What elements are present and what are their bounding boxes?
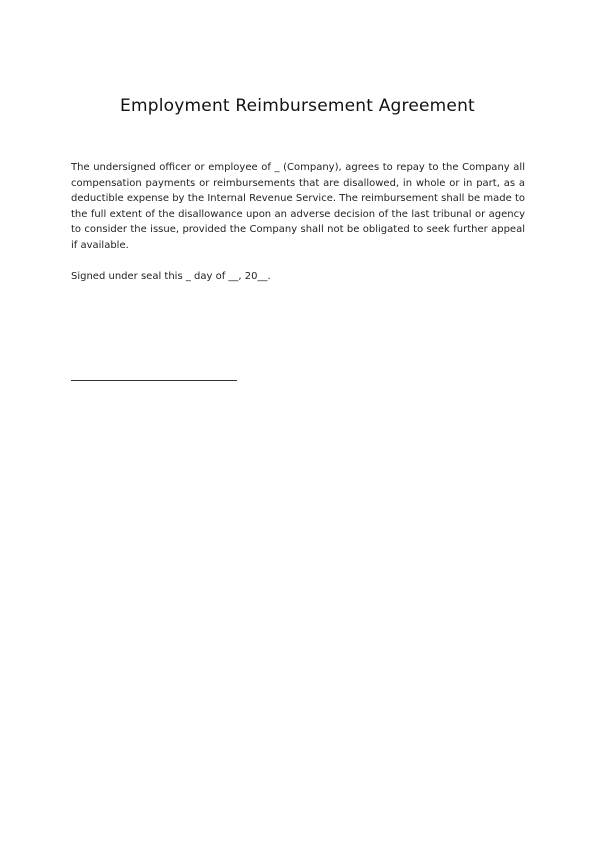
signed-under-seal-line: Signed under seal this _ day of __, 20__. bbox=[71, 271, 271, 282]
agreement-body bbox=[71, 160, 525, 254]
signature-line bbox=[71, 380, 237, 381]
document-title: Employment Reimbursement Agreement bbox=[120, 96, 475, 116]
agreement-paragraph: The undersigned officer or employee of _ (Company), agrees to repay to the Company all compensation payments or reimbursements that are disallowed, in whole or in part, as a deductible expense by the Internal Revenue Service. The reimbursement shall be made to the full extent of the disallowance upon an adverse decision of the last tribunal or agency to consider the issue, provided the Company shall not be obligated to seek further appeal if available. bbox=[71, 162, 525, 251]
